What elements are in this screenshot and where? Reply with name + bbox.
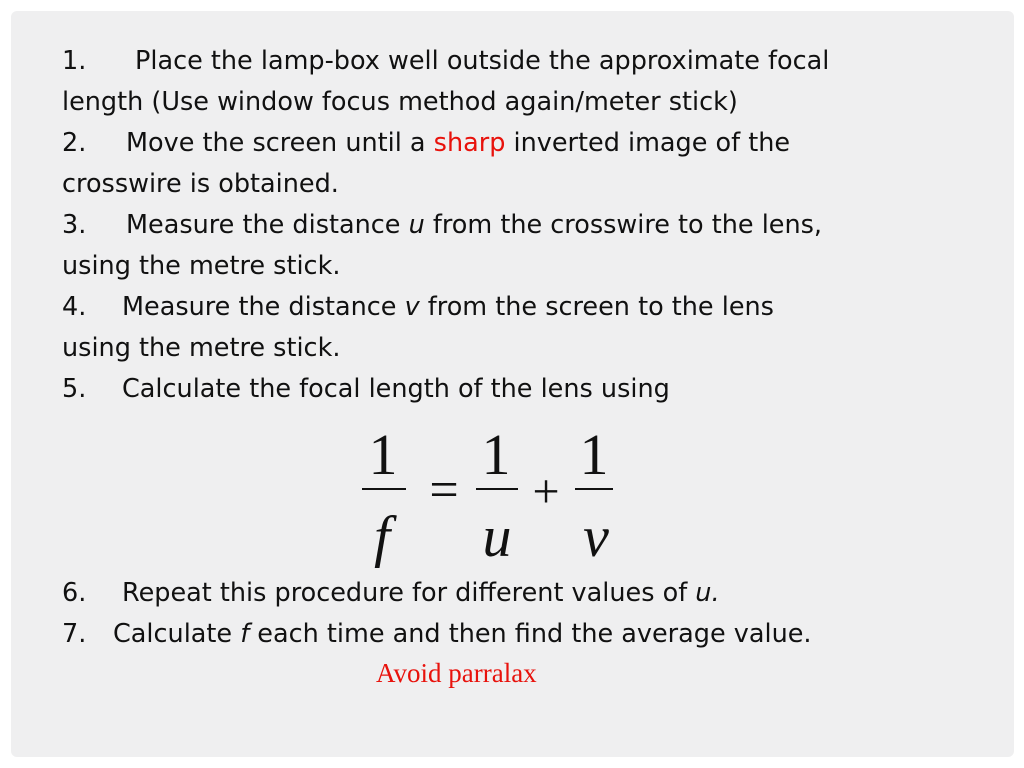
step-2-highlight-word: sharp — [433, 128, 506, 158]
step-7-variable: f — [240, 619, 250, 649]
step-3-number: 3. — [62, 210, 87, 240]
step-7-text-after: each time and then find the average value. — [249, 619, 812, 649]
step-3-line-2 — [62, 246, 1022, 287]
procedure-steps-continued — [62, 573, 1022, 655]
step-1-line-2 — [62, 82, 1022, 123]
step-1-line-1 — [62, 41, 1022, 82]
step-6-variable: u. — [695, 578, 720, 608]
step-3-text-before: Measure the distance — [126, 210, 409, 240]
formula-lhs-denominator: f — [373, 504, 391, 568]
step-7-line-1 — [62, 614, 1022, 655]
step-2-text-after: inverted image of the — [505, 128, 791, 158]
step-4-text-before: Measure the distance — [122, 292, 405, 322]
formula-plus-sign: + — [532, 465, 560, 518]
step-1-number: 1. — [62, 46, 87, 76]
step-3-text-after: from the crosswire to the lens, — [424, 210, 823, 240]
avoid-parallax-note: Avoid parralax — [376, 658, 537, 688]
step-7-text-before: Calculate — [113, 619, 241, 649]
step-5-line-1 — [62, 369, 1022, 410]
step-2-line-2 — [62, 164, 1022, 205]
step-1-text-continued: length (Use window focus method again/meter stick) — [62, 87, 738, 117]
step-6-text-before: Repeat this procedure for different values of — [122, 578, 696, 608]
formula-equals-sign: = — [429, 462, 459, 519]
formula-lhs-numerator: 1 — [368, 422, 398, 487]
procedure-steps — [62, 41, 1022, 410]
formula-term1-denominator: u — [482, 504, 512, 568]
lens-formula — [356, 418, 626, 568]
step-3-line-1 — [62, 205, 1022, 246]
step-5-number: 5. — [62, 374, 87, 404]
step-2-continuation: crosswire is obtained. — [62, 169, 339, 199]
step-4-variable: v — [404, 292, 420, 322]
step-4-text-after: from the screen to the lens — [419, 292, 774, 322]
step-6-number: 6. — [62, 578, 87, 608]
step-1-text: Place the lamp-box well outside the approximate focal — [135, 46, 830, 76]
step-4-line-2 — [62, 328, 1022, 369]
formula-term2-numerator: 1 — [579, 422, 609, 487]
step-3-continuation: using the metre stick. — [62, 251, 341, 281]
step-3-variable: u — [408, 210, 425, 240]
step-7-number: 7. — [62, 619, 87, 649]
step-2-line-1 — [62, 123, 1022, 164]
formula-term1-numerator: 1 — [481, 422, 511, 487]
step-2-number: 2. — [62, 128, 87, 158]
step-4-line-1 — [62, 287, 1022, 328]
step-5-text: Calculate the focal length of the lens using — [122, 374, 670, 404]
step-2-text-before: Move the screen until a — [126, 128, 434, 158]
formula-term2-denominator: v — [583, 504, 609, 568]
step-4-continuation: using the metre stick. — [62, 333, 341, 363]
step-6-line-1 — [62, 573, 1022, 614]
step-4-number: 4. — [62, 292, 87, 322]
